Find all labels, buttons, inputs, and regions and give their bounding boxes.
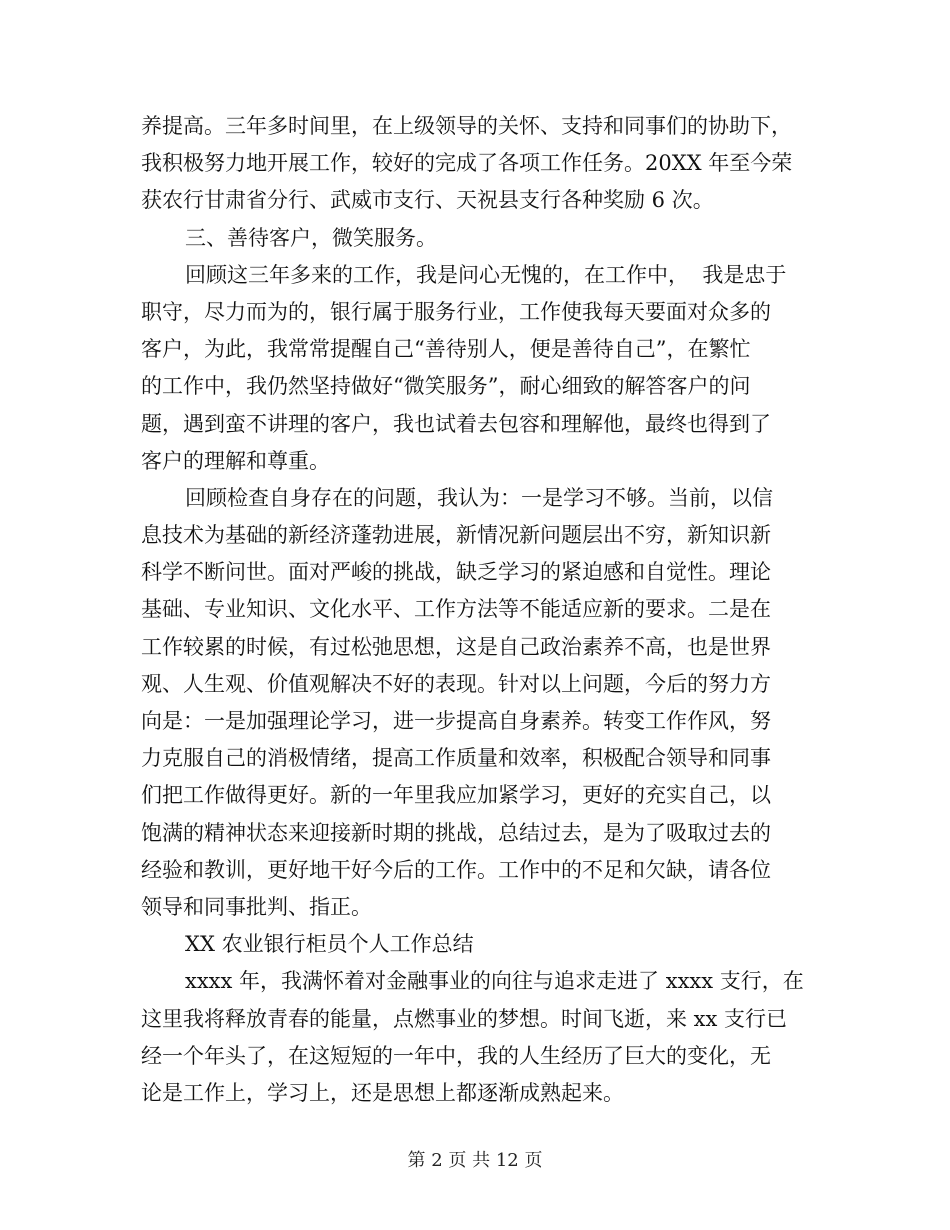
- text-line: 们把工作做得更好。新的一年里我应加紧学习，更好的充实自己，以: [141, 783, 771, 808]
- text-line: 向是：一是加强理论学习，进一步提高自身素养。转变工作作风，努: [141, 709, 771, 733]
- text-line: 经一个年头了，在这短短的一年中，我的人生经历了巨大的变化，无: [141, 1043, 771, 1068]
- text-line: 工作较累的时候，有过松弛思想，这是自己政治素养不高，也是世界: [141, 634, 771, 659]
- text-line: 养提高。三年多时间里，在上级领导的关怀、支持和同事们的协助下，: [141, 114, 792, 138]
- text-line: 客户的理解和尊重。: [141, 448, 330, 473]
- text-line: 获农行甘肃省分行、武威市支行、天祝县支行各种奖励 6 次。: [141, 188, 714, 213]
- text-line: 基础、专业知识、文化水平、工作方法等不能适应新的要求。二是在: [141, 597, 771, 622]
- text-line: 三、善待客户，微笑服务。: [185, 225, 437, 250]
- document-body: [141, 108, 809, 1112]
- text-line: 客户，为此，我常常提醒自己“善待别人，便是善待自己”，在繁忙: [141, 337, 751, 362]
- text-line: 经验和教训，更好地干好今后的工作。工作中的不足和欠缺，请各位: [141, 857, 771, 882]
- text-line: 科学不断问世。面对严峻的挑战，缺乏学习的紧迫感和自觉性。理论: [141, 560, 771, 585]
- text-line: 回顾这三年多来的工作，我是问心无愧的，在工作中， 我是忠于: [185, 262, 787, 287]
- text-line: 这里我将释放青春的能量，点燃事业的梦想。时间飞逝，来 xx 支行已: [141, 1006, 788, 1031]
- text-line: 题，遇到蛮不讲理的客户，我也试着去包容和理解他，最终也得到了: [141, 411, 771, 436]
- text-line: 我积极努力地开展工作，较好的完成了各项工作任务。20XX 年至今荣: [141, 151, 793, 176]
- page-footer: 第 2 页 共 12 页: [407, 1150, 543, 1171]
- text-line: 观、人生观、价值观解决不好的表现。针对以上问题，今后的努力方: [141, 671, 771, 696]
- text-line: 论是工作上，学习上，还是思想上都逐渐成熟起来。: [141, 1080, 624, 1105]
- text-line: xxxx 年，我满怀着对金融事业的向往与追求走进了 xxxx 支行，在: [185, 969, 804, 994]
- text-line: 息技术为基础的新经济蓬勃进展，新情况新问题层出不穷，新知识新: [141, 523, 771, 548]
- text-line: 力克服自己的消极情绪，提高工作质量和效率，积极配合领导和同事: [141, 746, 771, 771]
- text-line: 的工作中，我仍然坚持做好“微笑服务”，耐心细致的解答客户的问: [141, 374, 751, 399]
- text-line: 领导和同事批判、指正。: [141, 894, 372, 919]
- text-line: XX 农业银行柜员个人工作总结: [185, 932, 474, 957]
- text-line: 饱满的精神状态来迎接新时期的挑战，总结过去，是为了吸取过去的: [141, 820, 771, 845]
- text-line: 回顾检查自身存在的问题，我认为：一是学习不够。当前，以信: [185, 485, 773, 510]
- text-line: 职守，尽力而为的，银行属于服务行业，工作使我每天要面对众多的: [141, 299, 771, 324]
